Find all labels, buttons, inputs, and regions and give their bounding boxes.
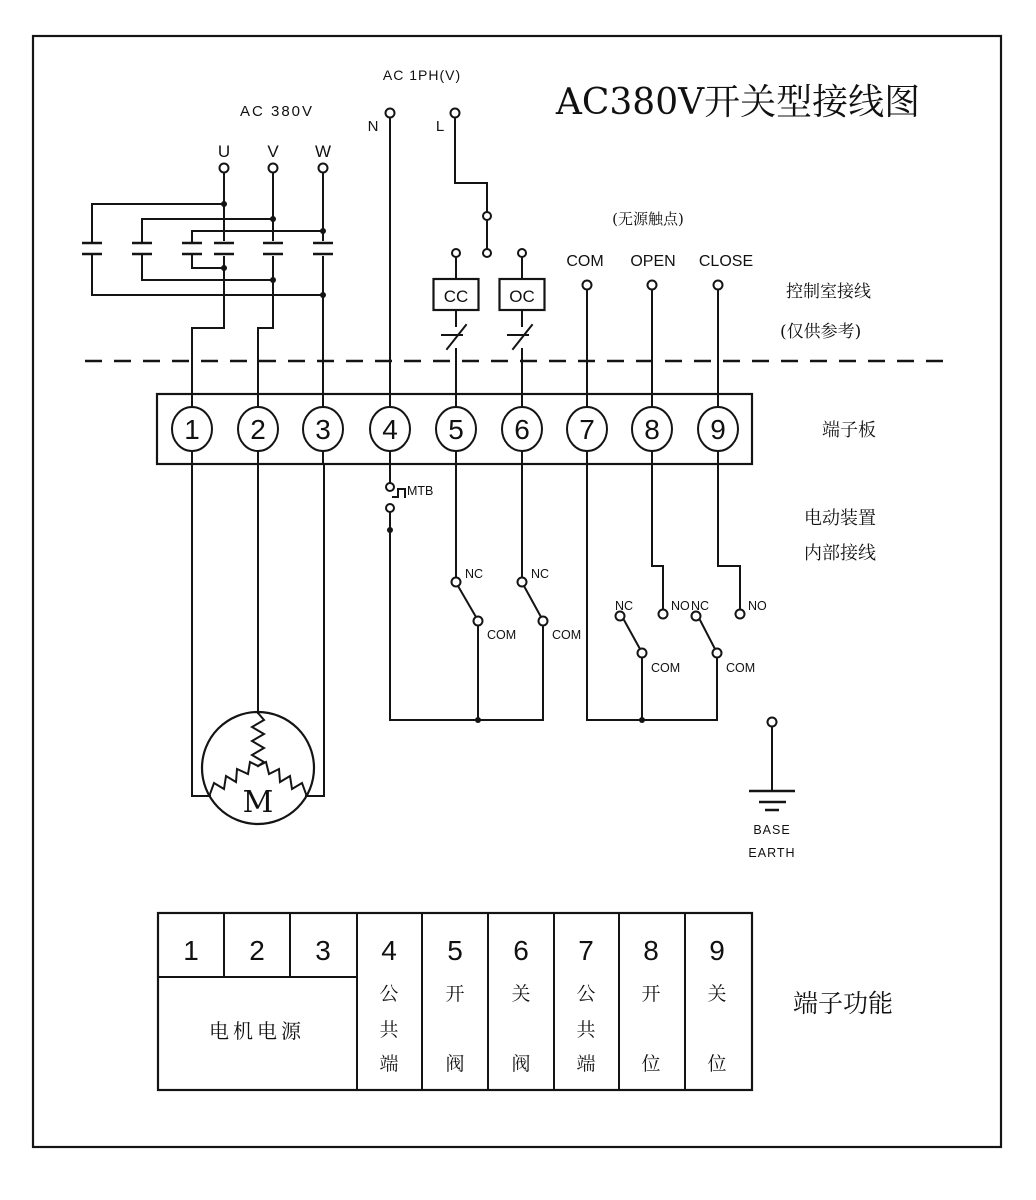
motor-feed-wires [192,464,324,796]
board-terminal-4-number: 4 [382,414,398,445]
switch6-nc-label: NC [531,567,550,581]
switch8-wires [624,464,663,720]
terminal-close [714,281,723,290]
terminal-open [648,281,657,290]
cc-contact-symbol [442,325,466,349]
terminal-w [319,164,328,173]
col7-char-2: 共 [576,1019,596,1041]
switch8-no-contact [659,610,668,619]
phase-w-label: W [314,142,332,161]
table-column-6-function [511,983,530,1075]
com-terminal-label: COM [566,253,604,270]
switch5-nc-label: NC [465,567,484,581]
board-terminal-5-number: 5 [448,414,464,445]
single-phase-supply [368,67,491,394]
switch6-wires [522,464,543,720]
table-number-5: 5 [447,935,463,966]
switch9-no-contact [736,610,745,619]
diagram-title: AC380V开关型接线图 [555,82,921,123]
board-terminal-8-number: 8 [644,414,660,445]
earth-label-line2: EARTH [748,846,796,860]
terminal-com [583,281,592,290]
phase-v-label: V [267,142,279,161]
switch5-wires [456,464,478,720]
oc-contact-symbol [508,325,532,349]
table-number-8: 8 [643,935,659,966]
mtb-label: MTB [407,484,434,498]
junction-dot [475,717,481,723]
dry-contact-note: (无源触点) [612,210,684,228]
open-position-switch [615,464,690,720]
table-number-9: 9 [709,935,725,966]
table-number-2: 2 [249,935,265,966]
switch5-com-label: COM [487,628,517,642]
table-number-4: 4 [381,935,397,966]
terminal-n [386,109,395,118]
col7-char-3: 端 [576,1053,596,1075]
junction-dot [221,265,227,271]
switch6-com-label: COM [552,628,582,642]
col8-char-1: 开 [641,983,661,1005]
close-position-switch [691,464,767,720]
motor-winding-top [252,713,264,766]
table-column-9-function [707,983,726,1075]
terminal-circles [172,407,738,451]
switch8-no-label: NO [671,599,690,613]
internal-note-line1: 电动装置 [804,508,876,529]
live-link-point-lower [483,249,491,257]
junction-dot [639,717,645,723]
switch9-no-label: NO [748,599,767,613]
open-terminal-label: OPEN [630,253,676,270]
junction-dot [320,228,326,234]
function-table-grid [158,913,685,1090]
phase-u-label: U [217,142,231,161]
oc-coil-label: OC [509,287,535,306]
terminal-function-table [158,913,893,1090]
switch8-com-contact [638,649,647,658]
neutral-label: N [367,118,379,135]
capacitor-links [92,204,323,295]
board-terminal-2-number: 2 [250,414,266,445]
col8-char-2: 位 [641,1053,661,1075]
open-valve-limit-switch [452,464,517,720]
table-column-5-function [445,983,464,1075]
coil-branches [434,249,545,394]
control-room-note-line2: (仅供参考) [780,322,862,342]
motor [192,464,324,824]
live-label: L [435,118,445,135]
board-terminal-9-number: 9 [710,414,726,445]
mtb-step-symbol [393,489,405,497]
switch8-com-label: COM [651,661,681,675]
switch5-com-contact [474,617,483,626]
wire-l [455,117,487,249]
col4-char-1: 公 [379,983,399,1005]
live-link-point-upper [483,212,491,220]
motor-label: M [242,785,274,820]
switch9-com-label: COM [726,661,756,675]
junction-dot [270,277,276,283]
table-motor-power-cell: 电机电源 [209,1019,305,1043]
switch9-com-contact [713,649,722,658]
terminal-v [269,164,278,173]
close-terminal-label: CLOSE [698,253,754,270]
earth-label-line1: BASE [753,823,791,837]
mtb-contact-lower [386,504,394,512]
switch9-nc-label: NC [690,599,710,613]
capacitor-stubs [92,204,192,295]
switch6-nc-contact [518,578,527,587]
table-number-1: 1 [183,935,199,966]
board-terminal-6-number: 6 [514,414,530,445]
dry-contact-terminals [566,210,753,394]
col9-char-1: 关 [707,983,727,1005]
col7-char-1: 公 [576,983,596,1005]
switch9-wires [700,464,740,720]
earth-symbol [748,718,795,861]
three-phase-supply [82,103,333,394]
junction-dot [387,527,393,533]
junction-dot [270,216,276,222]
close-valve-limit-switch [518,464,582,720]
col5-char-1: 开 [445,983,465,1005]
switch6-com-contact [539,617,548,626]
terminal-board-label: 端子板 [822,420,876,441]
capacitor-plates [82,243,333,254]
outer-frame [33,36,1001,1147]
col6-char-2: 阀 [511,1053,531,1075]
terminal-l [451,109,460,118]
internal-note-line2: 内部接线 [804,543,876,564]
board-terminal-3-number: 3 [315,414,331,445]
mtb-contact-upper [386,483,394,491]
earth-bars [749,791,795,810]
table-column-4-function [379,983,398,1075]
board-terminal-7-number: 7 [579,414,595,445]
table-column-7-function [576,983,595,1075]
terminal-u [220,164,229,173]
capacitor-bank [82,201,333,298]
ac1ph-label: AC 1PH(V) [382,67,462,83]
terminal-function-label: 端子功能 [792,989,894,1018]
control-room-note-line1: 控制室接线 [786,282,871,302]
mtb-switch [386,464,433,720]
junction-dot [221,201,227,207]
table-number-7: 7 [578,935,594,966]
col6-char-1: 关 [511,983,531,1005]
switch5-nc-contact [452,578,461,587]
col4-char-3: 端 [379,1053,399,1075]
col5-char-2: 阀 [445,1053,465,1075]
table-number-6: 6 [513,935,529,966]
oc-plug-point [518,249,526,257]
board-terminal-1-number: 1 [184,414,200,445]
table-column-8-function [641,983,660,1075]
table-number-3: 3 [315,935,331,966]
col4-char-2: 共 [379,1019,399,1041]
internal-wiring [386,464,876,723]
terminal-board [157,394,876,464]
cc-plug-point [452,249,460,257]
cc-coil-label: CC [443,287,469,306]
col9-char-2: 位 [707,1053,727,1075]
junction-dot [320,292,326,298]
earth-terminal [768,718,777,727]
ac380v-label: AC 380V [239,103,315,120]
switch8-nc-label: NC [614,599,634,613]
